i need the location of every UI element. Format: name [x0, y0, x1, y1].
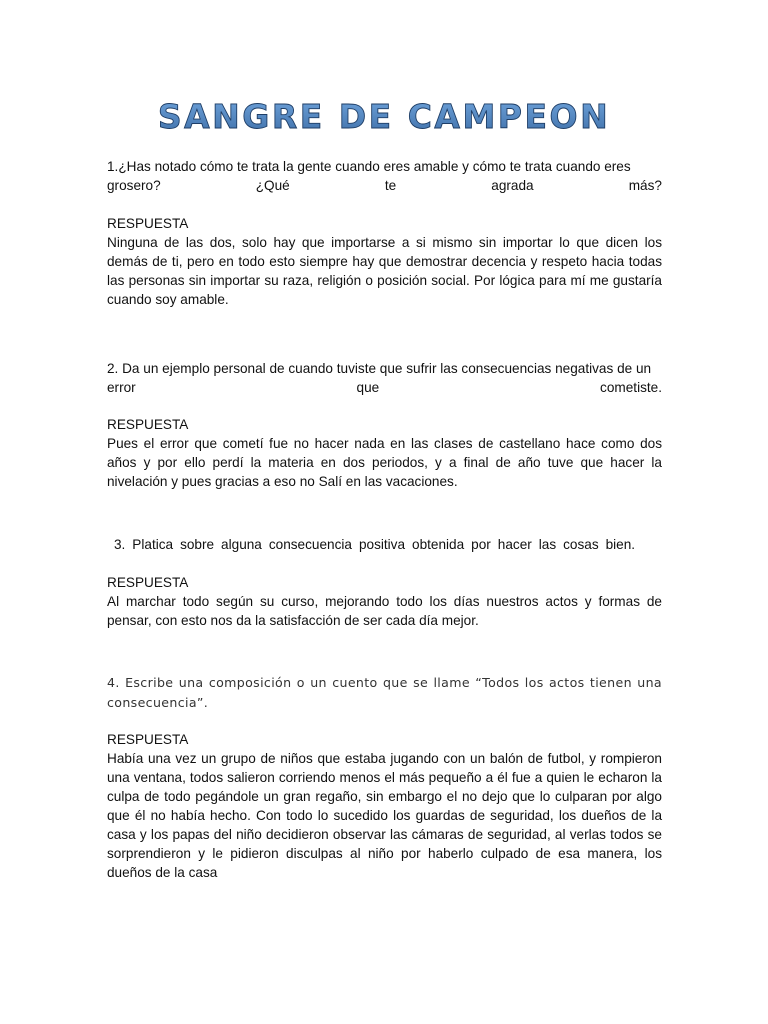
word: grosero?	[107, 178, 161, 193]
answer-2-block	[107, 415, 662, 491]
answer-4-block	[107, 730, 662, 882]
question-2-block	[107, 359, 662, 397]
question-3-block	[107, 535, 662, 554]
answer-1-block	[107, 214, 662, 309]
word: más?	[628, 178, 662, 193]
answer-1-text: Ninguna de las dos, solo hay que importarse a si mismo sin importar lo que dicen los demás de ti, pero en todo esto siempre hay que demostrar decencia y respeto hacia todas las personas sin importar su raza, religión o posición social. Por lógica para mí me gustaría cuando soy amable.	[107, 235, 662, 307]
answer-2-text: Pues el error que cometí fue no hacer nada en las clases de castellano hace como dos años y por ello perdí la materia en dos periodos, y a final de año tuve que hacer la nivelación y pues gracias a eso no Salí en las vacaciones.	[107, 436, 662, 489]
answer-3-block	[107, 573, 662, 630]
question-4-block	[107, 673, 662, 713]
question-1-line2	[107, 176, 662, 195]
question-2-line1: 2. Da un ejemplo personal de cuando tuviste que sufrir las consecuencias negativas de un	[107, 361, 652, 376]
question-2-line2	[107, 378, 662, 397]
word: agrada	[491, 178, 534, 193]
word: que	[356, 380, 380, 395]
question-3-text: 3. Platica sobre alguna consecuencia positiva obtenida por hacer las cosas bien.	[107, 537, 636, 552]
question-1-block	[107, 157, 662, 195]
word: ¿Qué	[255, 178, 290, 193]
word: cometiste.	[600, 380, 662, 395]
answer-4-label: RESPUESTA	[107, 732, 189, 747]
title-graphic	[157, 96, 611, 138]
word: te	[384, 178, 397, 193]
answer-1-label: RESPUESTA	[107, 216, 189, 231]
word: error	[107, 380, 136, 395]
question-1-line1: 1.¿Has notado cómo te trata la gente cuando eres amable y cómo te trata cuando eres	[107, 159, 631, 174]
answer-2-label: RESPUESTA	[107, 417, 189, 432]
title-text: SANGRE DE CAMPEON	[157, 97, 611, 136]
answer-3-label: RESPUESTA	[107, 575, 189, 590]
answer-4-text: Había una vez un grupo de niños que estaba jugando con un balón de futbol, y rompieron una ventana, todos salieron corriendo menos el más pequeño a él fue a quien le echaron la culpa de todo pegándole un gran regaño, sin embargo el no dejo que lo culparan por algo que él no había hecho. Con todo lo sucedido los guardas de seguridad, los dueños de la casa y los papas del niño decidieron observar las cámaras de seguridad, al verlas todos se sorprendieron y le pidieron disculpas al niño por haberlo culpado de esa manera, los dueños de la casa	[107, 751, 662, 880]
document-title	[0, 96, 768, 138]
answer-3-text: Al marchar todo según su curso, mejorando todo los días nuestros actos y formas de pensar, con esto nos da la satisfacción de ser cada día mejor.	[107, 594, 662, 628]
question-4-text: 4. Escribe una composición o un cuento que se llame “Todos los actos tienen una consecuencia”.	[107, 675, 662, 710]
